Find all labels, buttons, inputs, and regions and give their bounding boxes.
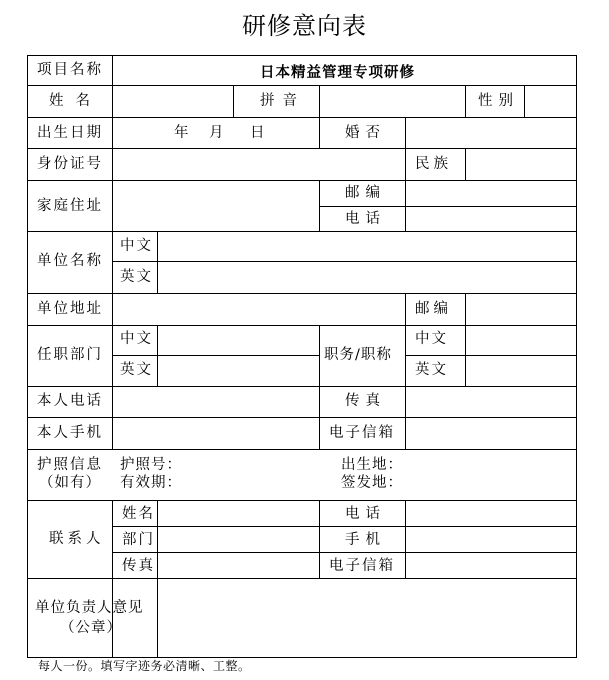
unit-name-label: 单位名称 <box>37 253 103 269</box>
contact-department-label: 部门 <box>122 532 155 548</box>
name-input[interactable] <box>113 86 233 117</box>
position-english-label: 英文 <box>415 362 448 378</box>
birth-date-label: 出生日期 <box>37 125 103 141</box>
issue-place-label: 签发地： <box>341 475 403 491</box>
unit-name-english-label: 英文 <box>120 269 153 285</box>
footnote: 每人一份。填写字迹务必清晰、工整。 <box>38 659 251 673</box>
unit-head-opinion-input[interactable] <box>158 579 576 657</box>
mobile-label: 本人手机 <box>37 425 103 441</box>
email-label: 电子信箱 <box>329 425 395 441</box>
project-label: 项目名称 <box>37 62 103 78</box>
unit-name-chinese-label: 中文 <box>120 238 153 254</box>
contact-mobile-label: 手机 <box>345 532 386 548</box>
birth-day-label: 日 <box>250 125 267 141</box>
unit-name-english-input[interactable] <box>158 262 576 293</box>
gender-label: 性别 <box>478 93 519 109</box>
contact-email-label: 电子信箱 <box>329 558 395 574</box>
passport-optional-label: （如有） <box>39 475 101 491</box>
name-label: 姓名 <box>49 93 102 109</box>
contact-person-label: 联系人 <box>49 531 105 547</box>
contact-name-label: 姓名 <box>122 506 155 522</box>
gender-input[interactable] <box>525 86 576 117</box>
birthplace-label: 出生地： <box>341 457 403 473</box>
ethnicity-label: 民族 <box>415 156 452 172</box>
contact-fax-label: 传真 <box>122 558 155 574</box>
contact-phone-label: 电话 <box>345 506 386 522</box>
id-number-input[interactable] <box>113 149 405 180</box>
application-form-table <box>27 55 577 658</box>
pinyin-input[interactable] <box>320 86 465 117</box>
unit-head-opinion-label: 单位负责人意见 <box>35 600 144 616</box>
personal-phone-label: 本人电话 <box>37 393 103 409</box>
id-number-label: 身份证号 <box>37 156 103 172</box>
passport-label: 护照信息 <box>37 457 103 473</box>
passport-number-label: 护照号： <box>120 457 182 473</box>
position-label: 职务/职称 <box>324 347 392 363</box>
marital-label: 婚否 <box>345 125 386 141</box>
ethnicity-input[interactable] <box>466 149 576 180</box>
position-chinese-label: 中文 <box>415 331 448 347</box>
unit-address-label: 单位地址 <box>37 301 103 317</box>
home-postcode-label: 邮编 <box>345 185 386 201</box>
marital-input[interactable] <box>406 118 576 148</box>
birth-year-label: 年 <box>174 125 191 141</box>
department-label: 任职部门 <box>37 347 103 363</box>
home-phone-label: 电话 <box>345 211 386 227</box>
birth-month-label: 月 <box>209 125 226 141</box>
unit-name-chinese-input[interactable] <box>158 232 576 261</box>
project-value: 日本精益管理专项研修 <box>260 65 415 81</box>
department-english-label: 英文 <box>120 362 153 378</box>
pinyin-label: 拼音 <box>260 93 305 109</box>
department-chinese-label: 中文 <box>120 331 153 347</box>
passport-validity-label: 有效期： <box>120 475 182 491</box>
fax-label: 传真 <box>345 393 386 409</box>
home-address-label: 家庭住址 <box>37 198 103 214</box>
home-address-input[interactable] <box>113 181 319 231</box>
unit-postcode-label: 邮编 <box>415 301 452 317</box>
official-seal-label: （公章） <box>60 620 122 636</box>
unit-address-input[interactable] <box>113 294 405 325</box>
form-title: 研修意向表 <box>242 12 367 40</box>
